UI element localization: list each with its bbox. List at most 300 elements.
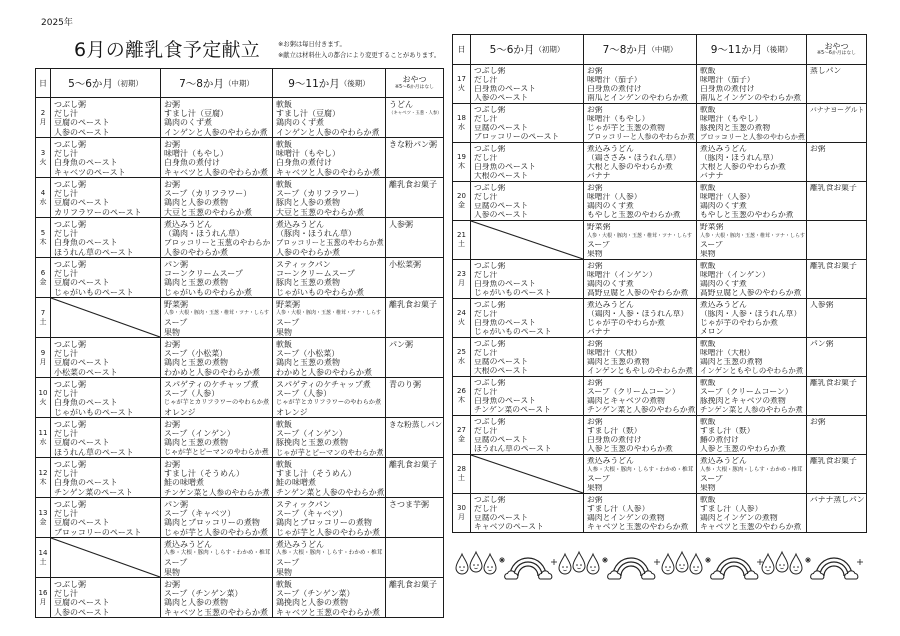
menu-item: オレンジ [164,407,196,417]
age-range-label: 5〜6か月 [489,44,535,56]
menu-item: 軟飯 [276,100,292,109]
menu-item: 鶏肉のくず煮 [587,201,634,210]
day-cell [453,416,471,455]
menu-item: お粥 [810,145,826,153]
late-stage-cell [697,65,807,104]
cell-content [386,378,443,417]
late-stage-cell [273,458,386,498]
menu-item: ブロッコリーと人参のやわらか煮 [587,132,695,141]
menu-item: オレンジ [276,407,308,417]
menu-item: だし汁 [54,149,78,159]
menu-item: つぶし粥 [54,460,86,469]
menu-item: 豚肉と人参の煮物 [276,198,340,208]
day-box [36,298,50,337]
cell-content [471,221,583,259]
menu-item: お粥 [164,580,180,589]
cell-content [584,104,696,142]
menu-item: 豆腐のペースト [474,357,529,366]
cell-content [51,338,160,377]
menu-item: バナナヨーグルト [810,106,865,114]
early-stage-cell [471,455,584,494]
late-stage-cell [273,338,386,378]
menu-item: キャベツと玉葱のやわらか煮 [700,522,802,531]
snack-cell [386,178,444,218]
day-number: 2 [40,108,46,117]
menu-item: 煮込みうどん [276,540,324,549]
menu-item: すまし汁（豆腐） [164,109,228,119]
menu-item: 人参・大根・豚肉・しらす・わかめ・椎茸 [700,466,803,473]
cell-content [386,178,443,217]
menu-item: つぶし粥 [474,301,506,309]
menu-item: お粥 [587,496,603,504]
late-stage-cell [697,494,807,533]
weekday-label: 水 [458,357,465,365]
menu-item: 軟飯 [700,418,716,426]
menu-item: 果物 [276,327,292,337]
menu-item: 鶏肉と人参の煮物 [164,598,228,608]
menu-item: 白身魚の煮付け [587,84,642,93]
menu-item: 人参粥 [810,301,834,309]
day-number: 25 [457,348,466,356]
day-number: 16 [38,588,48,597]
cell-content [807,299,866,337]
menu-item: 味噌汁（もやし） [164,149,228,159]
menu-item: だし汁 [54,109,78,119]
day-cell [453,377,471,416]
cell-content [584,221,696,259]
day-number: 7 [40,308,46,317]
snack-header-note: ※5〜6か月はなし [817,51,856,57]
day-cell [36,338,51,378]
late-stage-header [697,35,807,65]
menu-item: 味噌汁（茄子） [587,75,642,84]
middle-stage-cell [584,182,697,221]
menu-item: お粥 [164,340,180,349]
menu-item: キャベツと玉葱のやわらか煮 [587,522,689,531]
weekday-label: 木 [39,477,47,486]
middle-stage-cell [161,218,273,258]
menu-item: 果物 [587,249,603,258]
late-stage-cell [697,104,807,143]
day-cell [453,338,471,377]
menu-item: スープ（小松菜） [164,349,228,359]
menu-item: だし汁 [54,469,78,479]
menu-item: すまし汁（人参） [700,504,763,513]
menu-item: だし汁 [474,348,498,357]
cell-content [386,498,443,537]
late-stage-cell [273,98,386,138]
menu-item: 軟飯 [700,379,716,387]
day-number: 18 [457,114,466,122]
menu-item: だし汁 [54,429,78,439]
menu-item: スープ（インゲン） [164,429,235,439]
early-stage-cell [471,494,584,533]
day-number: 11 [38,428,48,437]
menu-item: じゃが芋のやわらか煮 [700,318,778,327]
cell-content [697,143,806,181]
menu-item: 人参のペースト [474,93,529,102]
menu-item: 人参・大根・豚肉・しらす・わかめ・椎茸 [276,550,383,557]
menu-item: だし汁 [54,589,78,599]
early-stage-cell [471,377,584,416]
cell-content [807,143,866,181]
cell-content [273,338,385,377]
early-stage-cell [471,338,584,377]
menu-item: つぶし粥 [474,496,506,504]
menu-item: 野菜粥 [587,223,611,231]
menu-item: つぶし粥 [474,262,506,270]
menu-item: つぶし粥 [54,380,86,389]
day-number: 9 [40,348,46,357]
menu-item: 大根のペースト [474,366,529,375]
cell-content [471,338,583,376]
weekday-label: 水 [39,437,47,446]
menu-item: お粥 [587,418,603,426]
menu-item: 豆腐のペースト [54,198,110,208]
day-header-label: 日 [39,78,47,88]
menu-item: 人参のやわらか煮 [276,247,340,257]
cell-content [161,178,272,217]
menu-item: じゃがいものペースト [54,287,134,297]
day-header-label: 日 [457,45,466,54]
menu-row [453,494,867,533]
day-box [36,98,50,137]
snack-cell [807,377,867,416]
cell-content [471,65,583,103]
day-number: 4 [40,188,46,197]
cell-content [273,418,385,457]
menu-item: じゃが芋とピーマンのやわらか煮 [276,447,384,457]
menu-item: 味噌汁（インゲン） [700,270,770,279]
cell-content [273,378,385,417]
day-box [453,338,470,376]
menu-item: スープ [276,318,300,328]
cell-content [161,338,272,377]
cell-content [471,455,583,493]
early-stage-cell [51,178,161,218]
menu-item: （豚肉・人参・ほうれん草） [700,309,802,318]
cell-content [807,104,866,142]
menu-item: じゃがいものペースト [54,407,134,417]
weekday-label: 木 [39,237,47,246]
menu-table-left [35,68,444,618]
decoration-unit [456,552,557,579]
snack-cell [807,65,867,104]
menu-item: じゃが芋とカリフラワーのやわらか煮 [164,399,270,407]
menu-row [36,178,444,218]
menu-row [36,218,444,258]
snack-cell [807,143,867,182]
menu-item: つぶし粥 [474,184,506,192]
cell-content [471,260,583,298]
menu-item: スティックパン [276,500,331,509]
menu-item: インゲンと人参のやわらか煮 [276,127,380,137]
menu-item: 煮込みうどん [164,220,212,229]
menu-item: 果物 [164,327,180,337]
menu-item: 離乳食お菓子 [389,300,437,309]
middle-stage-cell [584,338,697,377]
cell-content [697,416,806,454]
menu-item: チンゲン菜と人参のやわらか煮 [164,487,270,497]
menu-item: つぶし粥 [54,220,86,229]
day-number: 28 [457,465,466,473]
day-box [453,143,470,181]
menu-item: 軟飯 [700,262,716,270]
menu-item: 鶏肉のくず煮 [587,279,634,288]
menu-item: 味噌汁（人参） [700,192,755,201]
menu-item: つぶし粥 [474,145,506,153]
menu-item: うどん [389,100,413,109]
age-range-label: 9〜11か月 [288,77,340,90]
note-line: ※献立は材料仕入の都合により変更することがあります。 [278,51,441,59]
menu-item: 人参・大根・豚肉・しらす・わかめ・椎茸 [164,550,271,557]
cell-content [386,418,443,457]
menu-item: 果物 [587,483,603,492]
menu-item: （豚肉・ほうれん草） [276,229,356,239]
menu-item: 白身魚のペースト [474,279,536,288]
menu-item: スープ（クリームコーン） [587,387,680,396]
cell-content [584,143,696,181]
menu-item: 鮭の味噌煮 [164,478,204,488]
menu-item: 豆腐のペースト [54,598,110,608]
cell-content [471,377,583,415]
menu-item: ほうれん草のペースト [474,444,552,453]
middle-stage-cell [161,458,273,498]
cell-content [584,338,696,376]
menu-item: つぶし粥 [54,140,86,149]
menu-item: 鶏肉とブロッコリーの煮物 [276,518,372,528]
cell-content [386,258,443,297]
menu-item: 味噌汁（人参） [587,192,642,201]
menu-item: 味噌汁（大根） [700,348,755,357]
menu-item: つぶし粥 [474,340,506,348]
day-cell [36,418,51,458]
menu-item: スティックパン [276,260,331,269]
menu-item: スープ（キャベツ） [164,509,236,519]
early-stage-cell [51,538,161,578]
cell-content [161,298,272,337]
day-cell [36,298,51,338]
cell-content [161,578,272,617]
menu-row [36,298,444,338]
menu-item: 鶏肉と玉葱の煮物 [276,358,340,368]
menu-item: 大根と人参のやわらか煮 [587,162,673,171]
cell-content [697,299,806,337]
menu-item: 果物 [276,567,292,577]
cell-content [697,182,806,220]
day-cell [453,221,471,260]
menu-item: じゃがいものやわらか煮 [164,287,252,297]
late-stage-cell [273,218,386,258]
day-box [453,182,470,220]
menu-item: スープ（カリフラワー） [276,189,364,199]
day-box [36,418,50,457]
cell-content [51,98,160,137]
day-number: 26 [457,387,466,395]
menu-item: すまし汁（人参） [587,504,650,513]
menu-item: つぶし粥 [54,340,86,349]
snack-cell [386,218,444,258]
menu-item: 高野豆腐と人参のやわらか煮 [587,288,689,297]
snack-cell [386,338,444,378]
menu-row [453,65,867,104]
late-stage-cell [697,338,807,377]
weekday-label: 金 [458,435,465,443]
day-box [36,498,50,537]
menu-item: だし汁 [54,389,78,399]
cell-content [807,65,866,103]
day-box [453,416,470,454]
menu-item: スープ（カリフラワー） [164,189,252,199]
menu-item: パン粥 [810,340,834,348]
day-number: 19 [457,153,466,161]
menu-item: 大根と人参のやわらか煮 [700,162,786,171]
cell-content [51,498,160,537]
cell-content [161,458,272,497]
menu-item: 白身魚の煮付け [700,84,755,93]
early-stage-cell [51,218,161,258]
menu-item: 人参・大根・豚肉・玉葱・椎茸・ツナ・しらす [164,310,270,317]
late-stage-header [273,69,386,98]
menu-item: スープ（チンゲン菜） [276,589,355,599]
menu-item: だし汁 [54,189,78,199]
menu-item: つぶし粥 [54,420,86,429]
snack-header [807,35,867,65]
decoration-unit [762,552,863,579]
rain-rainbow-decoration [452,536,866,592]
menu-item: スープ [700,240,723,249]
day-box [453,377,470,415]
day-cell [453,65,471,104]
snack-cell [807,338,867,377]
cell-content [51,138,160,177]
menu-row [453,221,867,260]
cell-content [697,65,806,103]
weekday-label: 火 [39,397,47,406]
day-cell [36,138,51,178]
middle-stage-cell [161,338,273,378]
middle-stage-header-content [584,35,696,64]
menu-item: 鶏肉のくず煮 [700,279,747,288]
menu-row [36,578,444,618]
menu-item: 離乳食お菓子 [810,457,857,465]
early-stage-cell [51,258,161,298]
menu-row [453,182,867,221]
menu-item: 南瓜とインゲンのやわらか煮 [700,93,802,102]
day-cell [36,578,51,618]
menu-item: 野菜粥 [164,300,188,309]
menu-item: 軟飯 [276,180,292,189]
cell-content [471,494,583,532]
middle-stage-cell [161,378,273,418]
menu-item: 軟飯 [700,184,716,192]
cell-content [161,218,272,257]
late-stage-cell [697,221,807,260]
middle-stage-cell [584,65,697,104]
menu-item: スパゲティのケチャップ煮 [276,380,371,389]
no-meal-diagonal [471,221,583,259]
menu-table-body [453,35,867,533]
early-stage-cell [51,498,161,538]
menu-item: 人参・大根・豚肉・玉葱・椎茸・ツナ・しらす [700,232,805,239]
menu-item: ブロッコリーと玉葱のやわらか煮 [276,238,384,248]
day-box [36,378,50,417]
menu-item: 豚肉と玉葱の煮物 [276,278,340,288]
day-header [453,35,471,65]
menu-item: スープ（インゲン） [276,429,347,439]
menu-item: 果物 [164,567,180,577]
day-box [36,178,50,217]
cell-content [584,416,696,454]
page-title: 6月の離乳食予定献立 [74,39,261,61]
snack-cell [386,498,444,538]
menu-item: キャベツと人参のやわらか煮 [164,167,268,177]
late-stage-cell [273,378,386,418]
weekday-label: 火 [39,157,47,166]
menu-item: だし汁 [474,426,498,435]
cell-content [584,377,696,415]
menu-item: もやしと玉葱のやわらか煮 [700,210,794,219]
menu-item: 豆腐のペースト [54,438,110,448]
menu-item: 野菜粥 [700,223,724,231]
cell-content [273,298,385,337]
menu-item: 煮込みうどん [587,457,634,465]
cell-content [807,416,866,454]
cell-content [273,578,385,617]
day-number: 12 [38,468,48,477]
cell-content [471,143,583,181]
day-number: 14 [38,548,48,557]
menu-item: 白身魚の煮付け [164,158,220,168]
day-cell [36,378,51,418]
middle-stage-cell [161,258,273,298]
late-stage-header-content [697,35,806,64]
middle-stage-cell [161,298,273,338]
menu-item: わかめと人参のやわらか煮 [276,367,372,377]
menu-item: （鶏ささみ・ほうれん草） [587,153,681,162]
menu-item: （鶏肉・人参・ほうれん草） [587,309,689,318]
middle-stage-cell [584,221,697,260]
cell-content [807,455,866,493]
menu-item: お粥 [164,460,180,469]
menu-row [453,455,867,494]
menu-item: 煮込みうどん [700,145,747,153]
middle-stage-cell [584,104,697,143]
cell-content [471,299,583,337]
snack-cell [386,418,444,458]
menu-item: お粥 [164,140,180,149]
menu-item: すまし汁（そうめん） [276,469,356,479]
menu-item: じゃが芋とピーマンのやわらか煮 [164,447,269,456]
menu-item: お粥 [587,67,603,75]
early-stage-cell [51,418,161,458]
middle-stage-header [584,35,697,65]
menu-item: スープ [164,558,188,568]
stage-label: （後期） [762,45,793,54]
cell-content [386,218,443,257]
weekday-label: 月 [39,357,47,366]
cell-content [273,258,385,297]
menu-item: ほうれん草のペースト [54,247,134,257]
cell-content [161,498,272,537]
late-stage-cell [273,538,386,578]
menu-item: 果物 [700,483,716,492]
day-number: 21 [457,231,466,239]
early-stage-header [51,69,161,98]
weekday-label: 木 [458,396,465,404]
menu-item: 白身魚のペースト [54,478,118,488]
cell-content [51,538,160,577]
